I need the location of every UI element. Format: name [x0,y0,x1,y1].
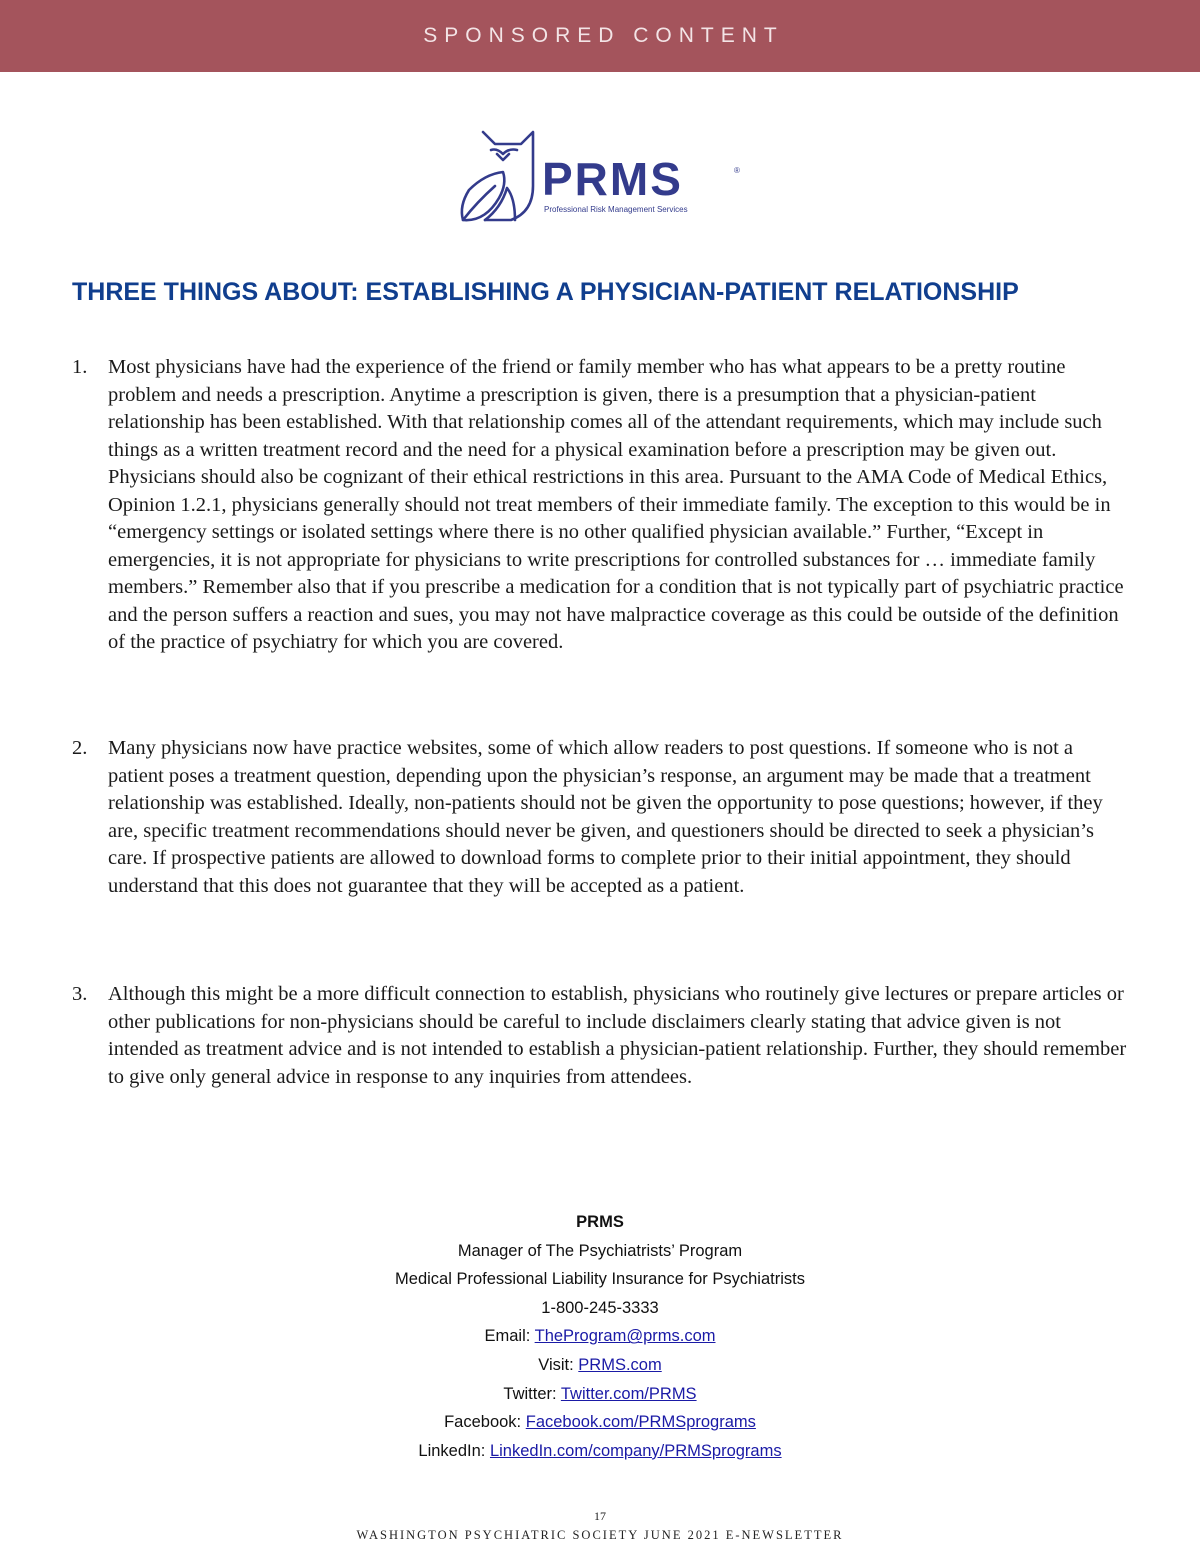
contact-twitter-row [0,1380,1200,1409]
contact-title: PRMS [576,1213,624,1231]
article-heading: THREE THINGS ABOUT: ESTABLISHING A PHYSICIAN-PATIENT RELATIONSHIP [72,278,1019,306]
website-link[interactable]: PRMS.com [578,1355,662,1374]
sponsored-banner [0,0,1200,72]
newsletter-footer: WASHINGTON PSYCHIATRIC SOCIETY JUNE 2021 E-NEWSLETTER [356,1528,844,1542]
twitter-label: Twitter: [503,1384,561,1403]
list-item-number: 3. [72,983,88,1005]
contact-manager: Manager of The Psychiatrists’ Program [457,1241,743,1260]
linkedin-label: LinkedIn: [418,1441,490,1460]
twitter-link[interactable]: Twitter.com/PRMS [560,1384,697,1403]
list-item [72,354,1132,657]
contact-linkedin-row [0,1437,1200,1466]
list-item-number: 2. [72,737,88,759]
contact-phone: 1-800-245-3333 [541,1298,659,1317]
list-item [72,981,1132,1091]
contact-visit-row [0,1351,1200,1380]
list-item-number: 1. [72,356,88,378]
facebook-link[interactable]: Facebook.com/PRMSprograms [525,1413,756,1432]
contact-facebook-row [0,1408,1200,1437]
facebook-label: Facebook: [444,1413,526,1432]
visit-label: Visit: [538,1355,579,1374]
logo-tagline: Professional Risk Management Services [544,205,688,214]
page-number: 17 [594,1509,606,1523]
owl-icon [455,128,545,224]
email-link[interactable]: TheProgram@prms.com [534,1327,716,1346]
prms-logo [455,128,745,224]
list-item-text: Most physicians have had the experience of the friend or family member who has what appears to be a pretty routine problem and needs a prescription. Anytime a prescription is given, there is a presumption that a physician-patient relationship has been established. With that relationship comes all of the attendant requirements, which may include such things as a written treatment record and the need for a physical examination before a prescription may be given out. Physicians should also be cognizant of their ethical restrictions in this area. Pursuant to the AMA Code of Medical Ethics, Opinion 1.2.1, physicians generally should not treat members of their immediate family. The exception to this would be in “emergency settings or isolated settings where there is no other qualified physician available.” Further, “Except in emergencies, it is not appropriate for physicians to write prescriptions for controlled substances for … immediate family members.” Remember also that if you prescribe a medication for a condition that is not typically part of psychiatric practice and the person suffers a reaction and sues, you may not have malpractice coverage as this could be outside of the definition of the practice of psychiatry for which you are covered. [108,356,1124,653]
contact-insurance: Medical Professional Liability Insurance for Psychiatrists [395,1270,805,1289]
banner-label: SPONSORED CONTENT [423,24,784,47]
list-item-text: Many physicians now have practice websites, some of which allow readers to post questions. If someone who is not a patient poses a treatment question, depending upon the physician’s response, an argument may be made that a treatment relationship was established. Ideally, non-patients should not be given the opportunity to pose questions; however, if they are, specific treatment recommendations should never be given, and questioners should be directed to seek a physician’s care. If prospective patients are allowed to download forms to complete prior to their initial appointment, they should understand that this does not guarantee that they will be accepted as a patient. [108,737,1103,897]
email-label: Email: [484,1327,535,1346]
contact-block [0,1208,1200,1465]
registered-mark: ® [734,166,740,175]
list-item-text: Although this might be a more difficult connection to establish, physicians who routinely give lectures or prepare articles or other publications for non-physicians should be careful to include disclaimers clearly stating that advice given is not intended as treatment advice and is not intended to establish a physician-patient relationship. Further, they should remember to give only general advice in response to any inquiries from attendees. [108,983,1127,1088]
list-item [72,735,1132,900]
logo-wordmark: PRMS [542,153,683,205]
linkedin-link[interactable]: LinkedIn.com/company/PRMSprograms [489,1441,782,1460]
contact-email-row [0,1322,1200,1351]
